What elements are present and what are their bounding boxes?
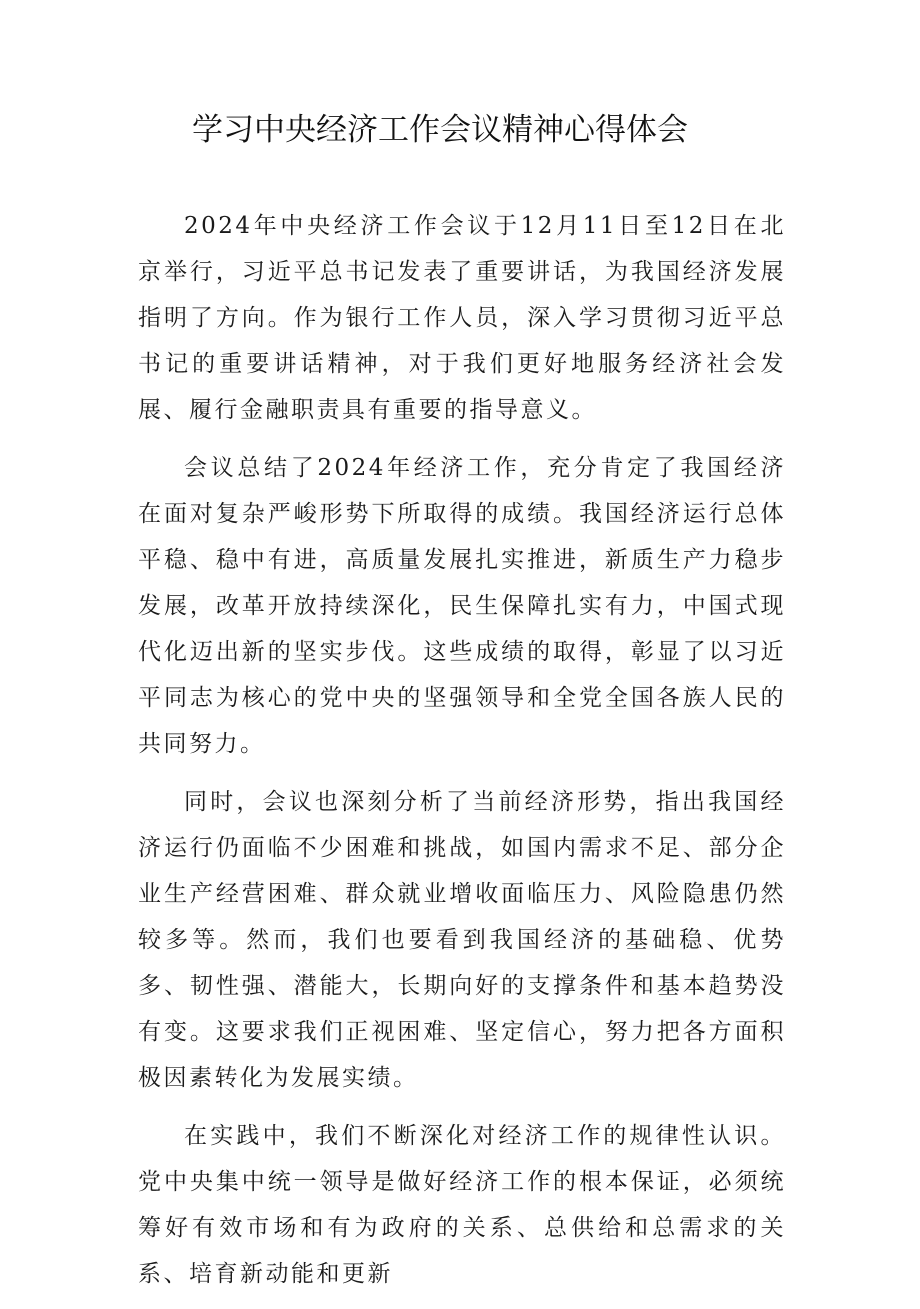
paragraph-2: 会议总结了2024年经济工作，充分肯定了我国经济在面对复杂严峻形势下所取得的成绩。我国经济运行总体平稳、稳中有进，高质量发展扎实推进，新质生产力稳步发展，改革开放持续深化，民生保障扎实有力，中国式现代化迈出新的坚实步伐。这些成绩的取得，彰显了以习近平同志为核心的党中央的坚强领导和全党全国各族人民的共同努力。: [138, 455, 786, 757]
document-title: 学习中央经济工作会议精神心得体会: [192, 112, 688, 148]
document-body: [138, 203, 786, 1309]
paragraph-1: 2024年中央经济工作会议于12月11日至12日在北京举行，习近平总书记发表了重要讲话，为我国经济发展指明了方向。作为银行工作人员，深入学习贯彻习近平总书记的重要讲话精神，对于我们更好地服务经济社会发展、履行金融职责具有重要的指导意义。: [138, 213, 786, 423]
paragraph-3: 同时，会议也深刻分析了当前经济形势，指出我国经济运行仍面临不少困难和挑战，如国内需求不足、部分企业生产经营困难、群众就业增收面临压力、风险隐患仍然较多等。然而，我们也要看到我国经济的基础稳、优势多、韧性强、潜能大，长期向好的支撑条件和基本趋势没有变。这要求我们正视困难、坚定信心，努力把各方面积极因素转化为发展实绩。: [138, 789, 786, 1091]
paragraph-4: 在实践中，我们不断深化对经济工作的规律性认识。党中央集中统一领导是做好经济工作的根本保证，必须统筹好有效市场和有为政府的关系、总供给和总需求的关系、培育新动能和更新: [138, 1123, 786, 1287]
